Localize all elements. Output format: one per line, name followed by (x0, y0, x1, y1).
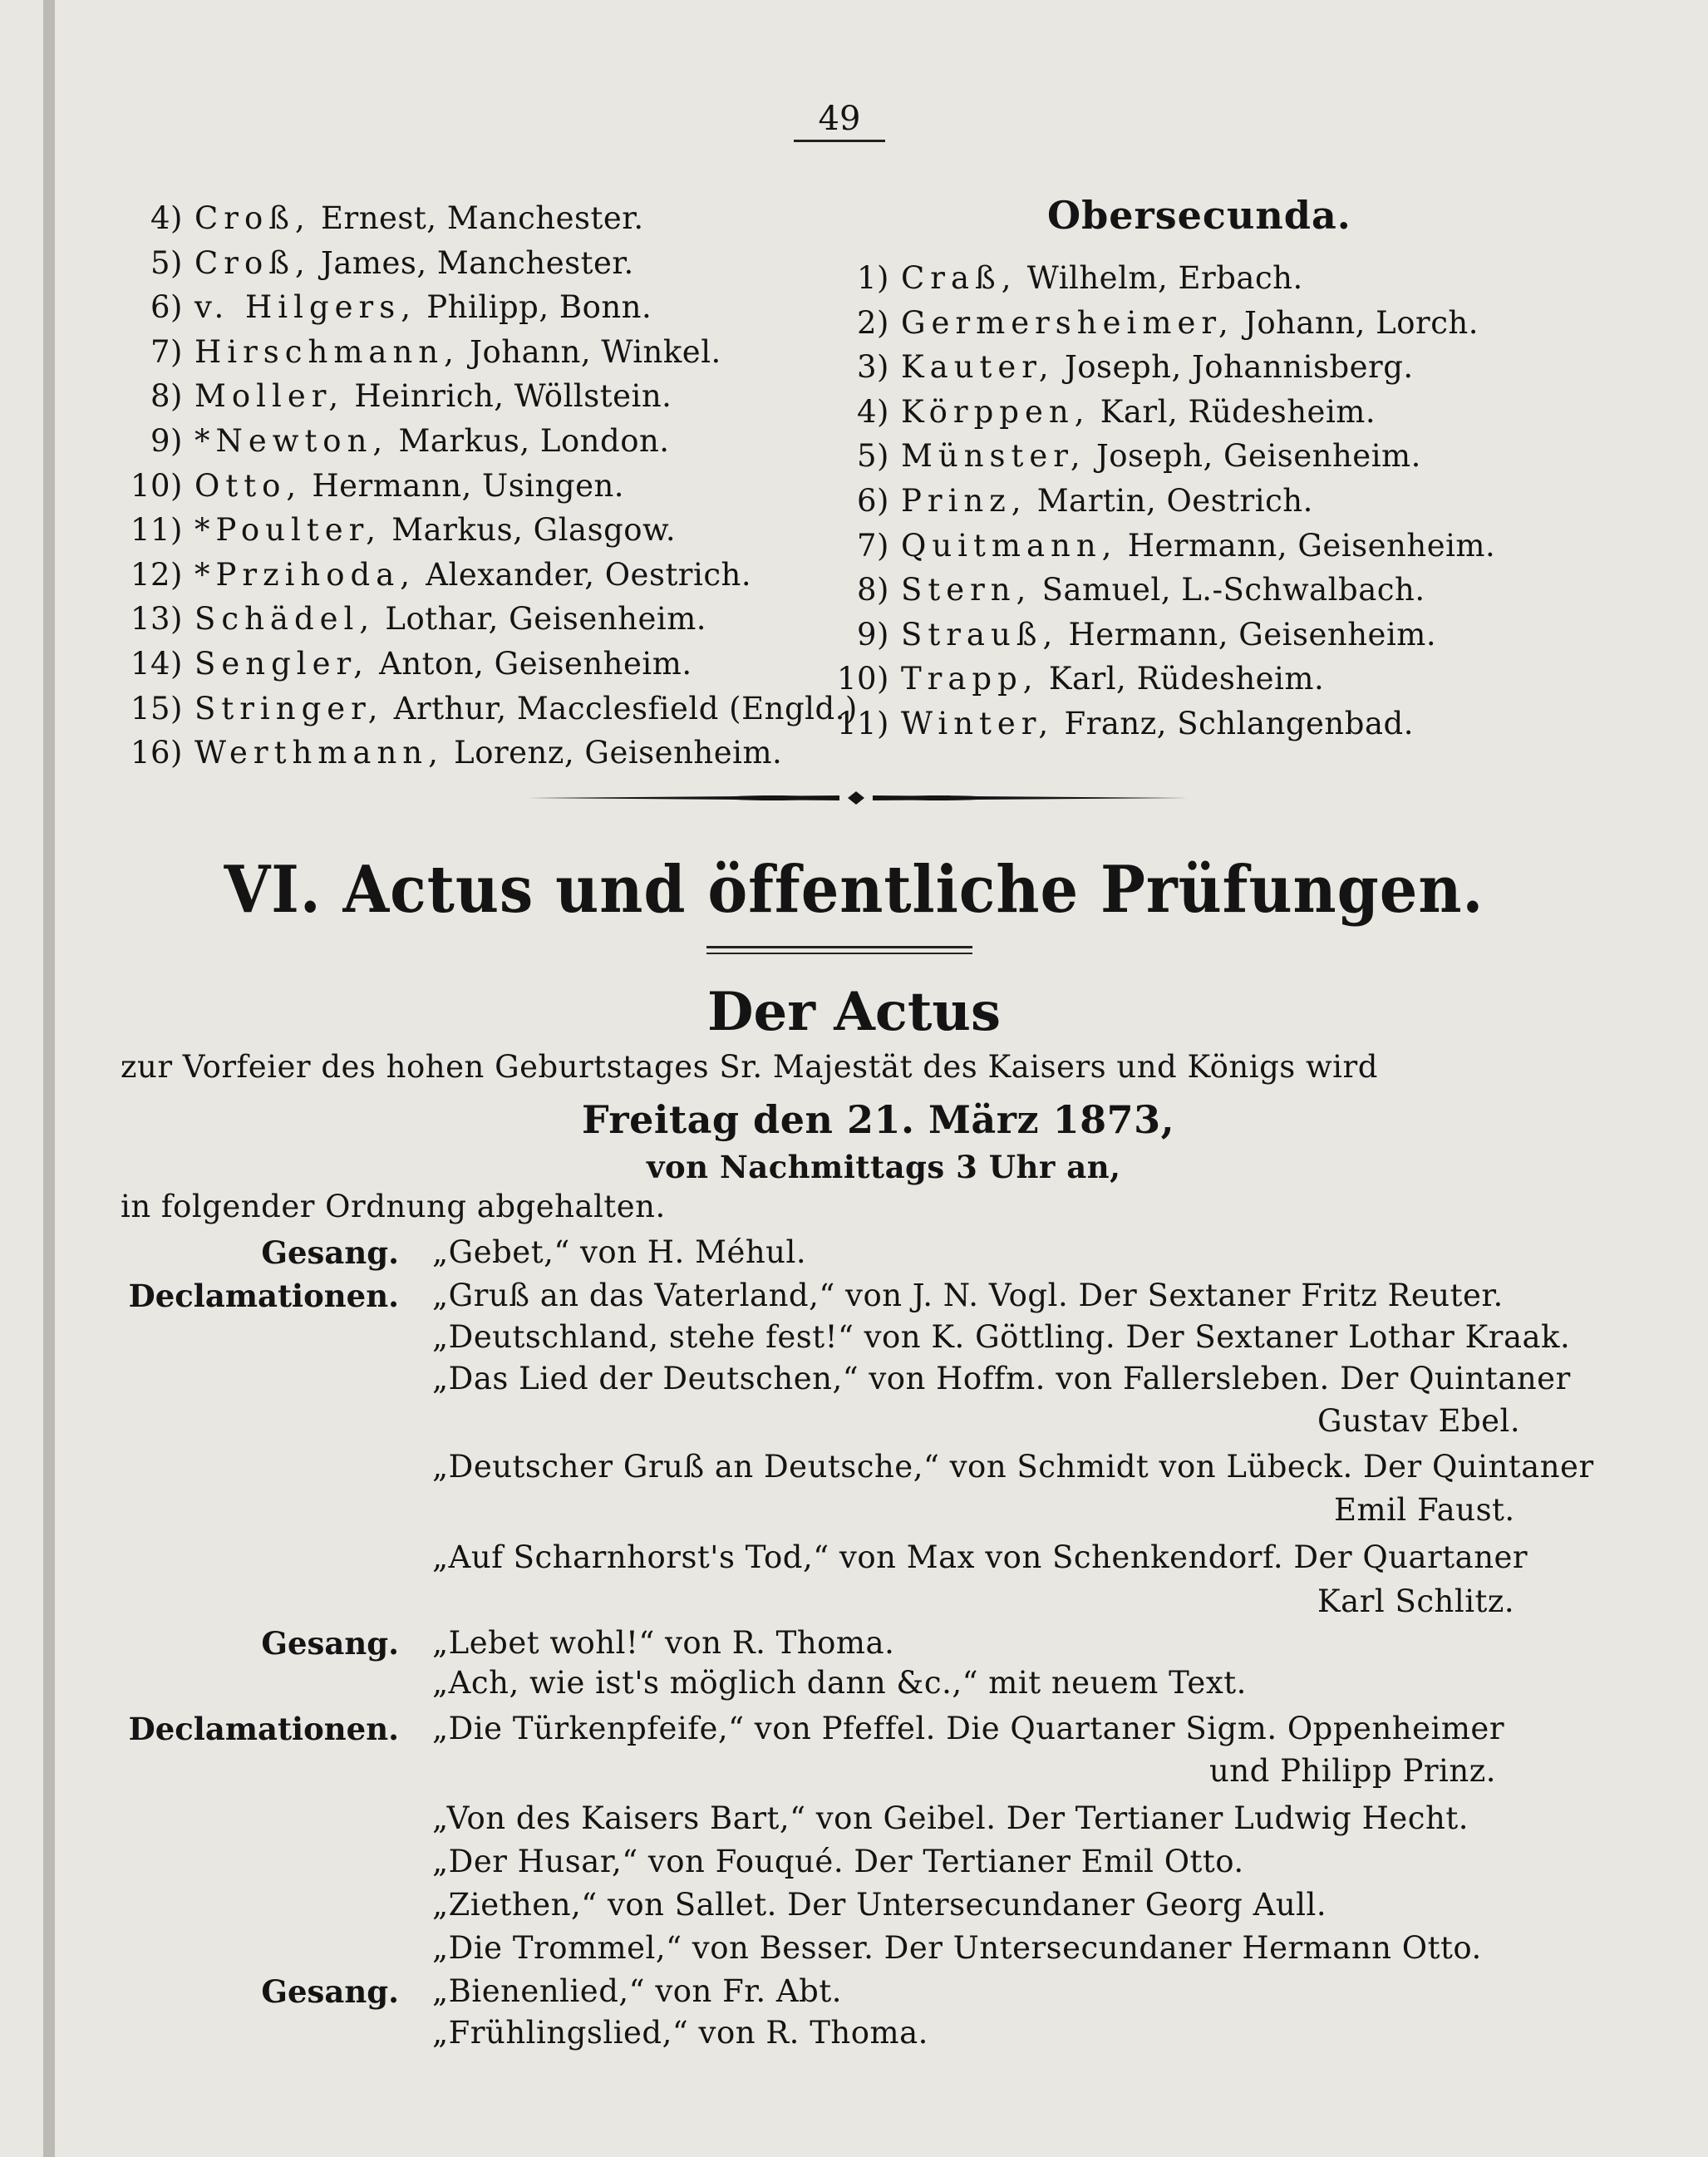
program-label: Gesang. (261, 1625, 399, 1662)
program-item: „Der Husar,“ von Fouqué. Der Tertianer Emil Otto. (432, 1844, 1244, 1879)
list-item: 12) *Przihoda, Alexander, Oestrich. (130, 556, 752, 593)
list-item: 13) Schädel, Lothar, Geisenheim. (130, 601, 707, 638)
program-item: „Die Türkenpfeife,“ von Pfeffel. Die Quartaner Sigm. Oppenheimer (432, 1711, 1504, 1746)
program-item: „Lebet wohl!“ von R. Thoma. (432, 1625, 895, 1661)
student-list-left (87, 196, 858, 776)
program-item: „Gebet,“ von H. Méhul. (432, 1234, 807, 1270)
page-number: 49 (818, 100, 861, 138)
program-item: „Von des Kaisers Bart,“ von Geibel. Der Tertianer Ludwig Hecht. (432, 1800, 1469, 1836)
list-item: 9) *Newton, Markus, London. (150, 422, 670, 459)
program-item-performer: Gustav Ebel. (1317, 1403, 1521, 1439)
list-item: 6) v. Hilgers, Philipp, Bonn. (150, 289, 652, 326)
program-item-performer: Emil Faust. (1334, 1492, 1515, 1528)
program-label: Gesang. (261, 1234, 399, 1271)
list-item: 4) Croß, Ernest, Manchester. (150, 200, 644, 236)
page-number-rule (794, 140, 885, 142)
program-item-performer: und Philipp Prinz. (1209, 1753, 1496, 1789)
program-item-performer: Karl Schlitz. (1317, 1583, 1515, 1619)
program-item: „Das Lied der Deutschen,“ von Hoffm. von Fallersleben. Der Quintaner (432, 1361, 1571, 1396)
list-item: 3) Kauter, Joseph, Johannisberg. (857, 349, 1414, 386)
list-item: 10) Trapp, Karl, Rüdesheim. (836, 661, 1325, 697)
obersecunda-heading: Obersecunda. (1047, 193, 1351, 238)
program-item: „Deutschland, stehe fest!“ von K. Göttling. Der Sextaner Lothar Kraak. (432, 1319, 1571, 1355)
student-list-right (823, 256, 1495, 746)
program-item: „Deutscher Gruß an Deutsche,“ von Schmidt von Lübeck. Der Quintaner (432, 1449, 1594, 1485)
double-rule (706, 946, 972, 954)
list-item: 5) Münster, Joseph, Geisenheim. (857, 438, 1421, 475)
list-item: 1) Craß, Wilhelm, Erbach. (857, 260, 1303, 296)
program-label: Declamationen. (128, 1278, 399, 1314)
list-item: 16) Werthmann, Lorenz, Geisenheim. (130, 735, 783, 771)
program-item: „Frühlingslied,“ von R. Thoma. (432, 2015, 928, 2051)
program-item: „Ach, wie ist's möglich dann &c.,“ mit neuem Text. (432, 1665, 1247, 1701)
subtitle: Der Actus (707, 981, 1001, 1043)
list-item: 6) Prinz, Martin, Oestrich. (857, 482, 1313, 519)
section-title: VI. Actus und öffentliche Prüfungen. (224, 852, 1484, 928)
list-item: 8) Moller, Heinrich, Wöllstein. (150, 378, 672, 415)
list-item: 11) Winter, Franz, Schlangenbad. (836, 705, 1414, 741)
program-item: „Ziethen,“ von Sallet. Der Untersecundaner Georg Aull. (432, 1887, 1327, 1923)
list-item: 4) Körppen, Karl, Rüdesheim. (857, 393, 1376, 430)
list-item: 14) Sengler, Anton, Geisenheim. (130, 645, 692, 682)
list-item: 7) Quitmann, Hermann, Geisenheim. (857, 527, 1496, 564)
program-label: Gesang. (261, 1973, 399, 2010)
program-item: „Gruß an das Vaterland,“ von J. N. Vogl. Der Sextaner Fritz Reuter. (432, 1278, 1504, 1313)
list-item: 2) Germersheimer, Johann, Lorch. (857, 304, 1479, 341)
program-label: Declamationen. (128, 1711, 399, 1747)
program-item: „Auf Scharnhorst's Tod,“ von Max von Schenkendorf. Der Quartaner (432, 1539, 1528, 1575)
list-item: 15) Stringer, Arthur, Macclesfield (Engld.) (130, 690, 858, 726)
list-item: 11) *Poulter, Markus, Glasgow. (130, 512, 677, 549)
list-item: 9) Strauß, Hermann, Geisenheim. (857, 616, 1437, 653)
intro-line: zur Vorfeier des hohen Geburtstages Sr. Majestät des Kaisers und Königs wird (121, 1049, 1378, 1085)
list-item: 10) Otto, Hermann, Usingen. (130, 467, 625, 504)
program-item: „Bienenlied,“ von Fr. Abt. (432, 1973, 842, 2009)
event-date: Freitag den 21. März 1873, (582, 1097, 1175, 1142)
flourish-divider (524, 787, 1189, 809)
list-item: 7) Hirschmann, Johann, Winkel. (150, 333, 721, 370)
program-item: „Die Trommel,“ von Besser. Der Untersecundaner Hermann Otto. (432, 1930, 1482, 1966)
list-item: 8) Stern, Samuel, L.-Schwalbach. (857, 572, 1425, 608)
event-time: von Nachmittags 3 Uhr an, (647, 1149, 1121, 1185)
list-item: 5) Croß, James, Manchester. (150, 244, 634, 281)
page-edge (43, 0, 55, 2157)
intro-line: in folgender Ordnung abgehalten. (121, 1189, 666, 1224)
